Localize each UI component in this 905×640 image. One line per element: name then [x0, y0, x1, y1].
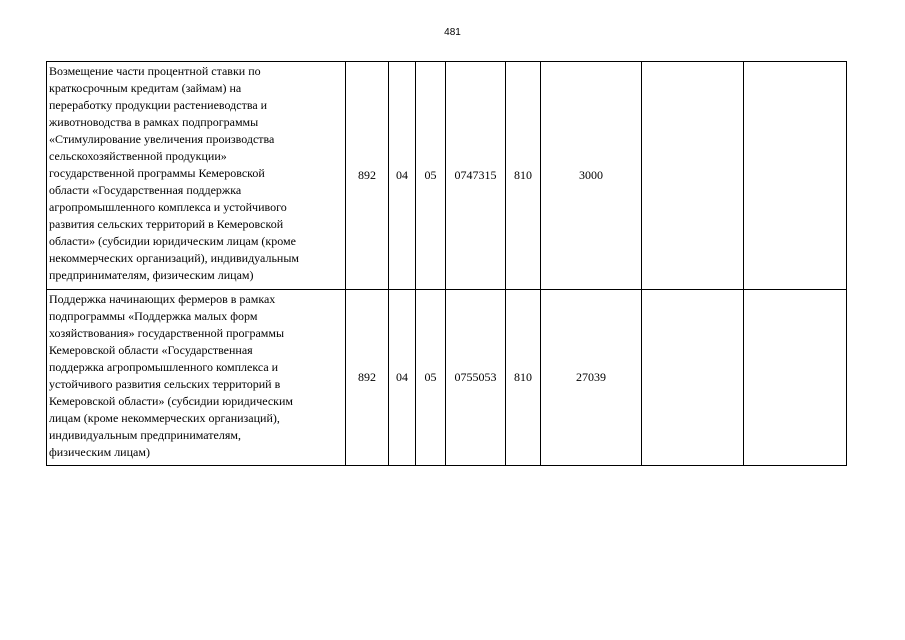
description-line: краткосрочным кредитам (займам) на: [49, 81, 242, 95]
amount-cell: 3000: [541, 62, 642, 290]
description-line: области «Государственная поддержка: [49, 183, 242, 197]
description-line: области» (субсидии юридическим лицам (кроме: [49, 234, 296, 248]
ministry-code-cell: 892: [346, 290, 389, 466]
description-line: агропромышленного комплекса и устойчивого: [49, 200, 287, 214]
section-code-cell: 04: [389, 290, 416, 466]
ministry-code-cell: 892: [346, 62, 389, 290]
description-line: Кемеровской области» (субсидии юридическим: [49, 394, 294, 408]
empty-cell: [642, 62, 744, 290]
description-line: «Стимулирование увеличения производства: [49, 132, 275, 146]
table-row: [47, 290, 847, 466]
target-article-cell: 0747315: [446, 62, 506, 290]
description-line: лицам (кроме некоммерческих организаций),: [49, 411, 280, 425]
description-line: физическим лицам): [49, 445, 150, 459]
empty-cell: [744, 290, 847, 466]
description-line: некоммерческих организаций), индивидуальным: [49, 251, 299, 265]
description-cell: [47, 62, 346, 290]
section-code-cell: 04: [389, 62, 416, 290]
subsection-code-cell: 05: [416, 62, 446, 290]
expense-type-cell: 810: [506, 290, 541, 466]
page-number: 481: [444, 27, 461, 38]
budget-table: [46, 61, 847, 466]
description-line: животноводства в рамках подпрограммы: [49, 115, 259, 129]
description-line: Кемеровской области «Государственная: [49, 343, 253, 357]
subsection-code-cell: 05: [416, 290, 446, 466]
description-line: государственной программы Кемеровской: [49, 166, 265, 180]
description-line: подпрограммы «Поддержка малых форм: [49, 309, 258, 323]
description-cell: [47, 290, 346, 466]
description-line: предпринимателям, физическим лицам): [49, 268, 254, 282]
description-line: Возмещение части процентной ставки по: [49, 64, 261, 78]
table-row: [47, 62, 847, 290]
description-line: Поддержка начинающих фермеров в рамках: [49, 292, 276, 306]
description-line: поддержка агропромышленного комплекса и: [49, 360, 279, 374]
description-line: хозяйствования» государственной программы: [49, 326, 285, 340]
target-article-cell: 0755053: [446, 290, 506, 466]
expense-type-cell: 810: [506, 62, 541, 290]
description-line: переработку продукции растениеводства и: [49, 98, 268, 112]
empty-cell: [642, 290, 744, 466]
description-line: сельскохозяйственной продукции»: [49, 149, 227, 163]
empty-cell: [744, 62, 847, 290]
amount-cell: 27039: [541, 290, 642, 466]
description-line: устойчивого развития сельских территорий в: [49, 377, 281, 391]
description-line: индивидуальным предпринимателям,: [49, 428, 241, 442]
description-line: развития сельских территорий в Кемеровской: [49, 217, 284, 231]
